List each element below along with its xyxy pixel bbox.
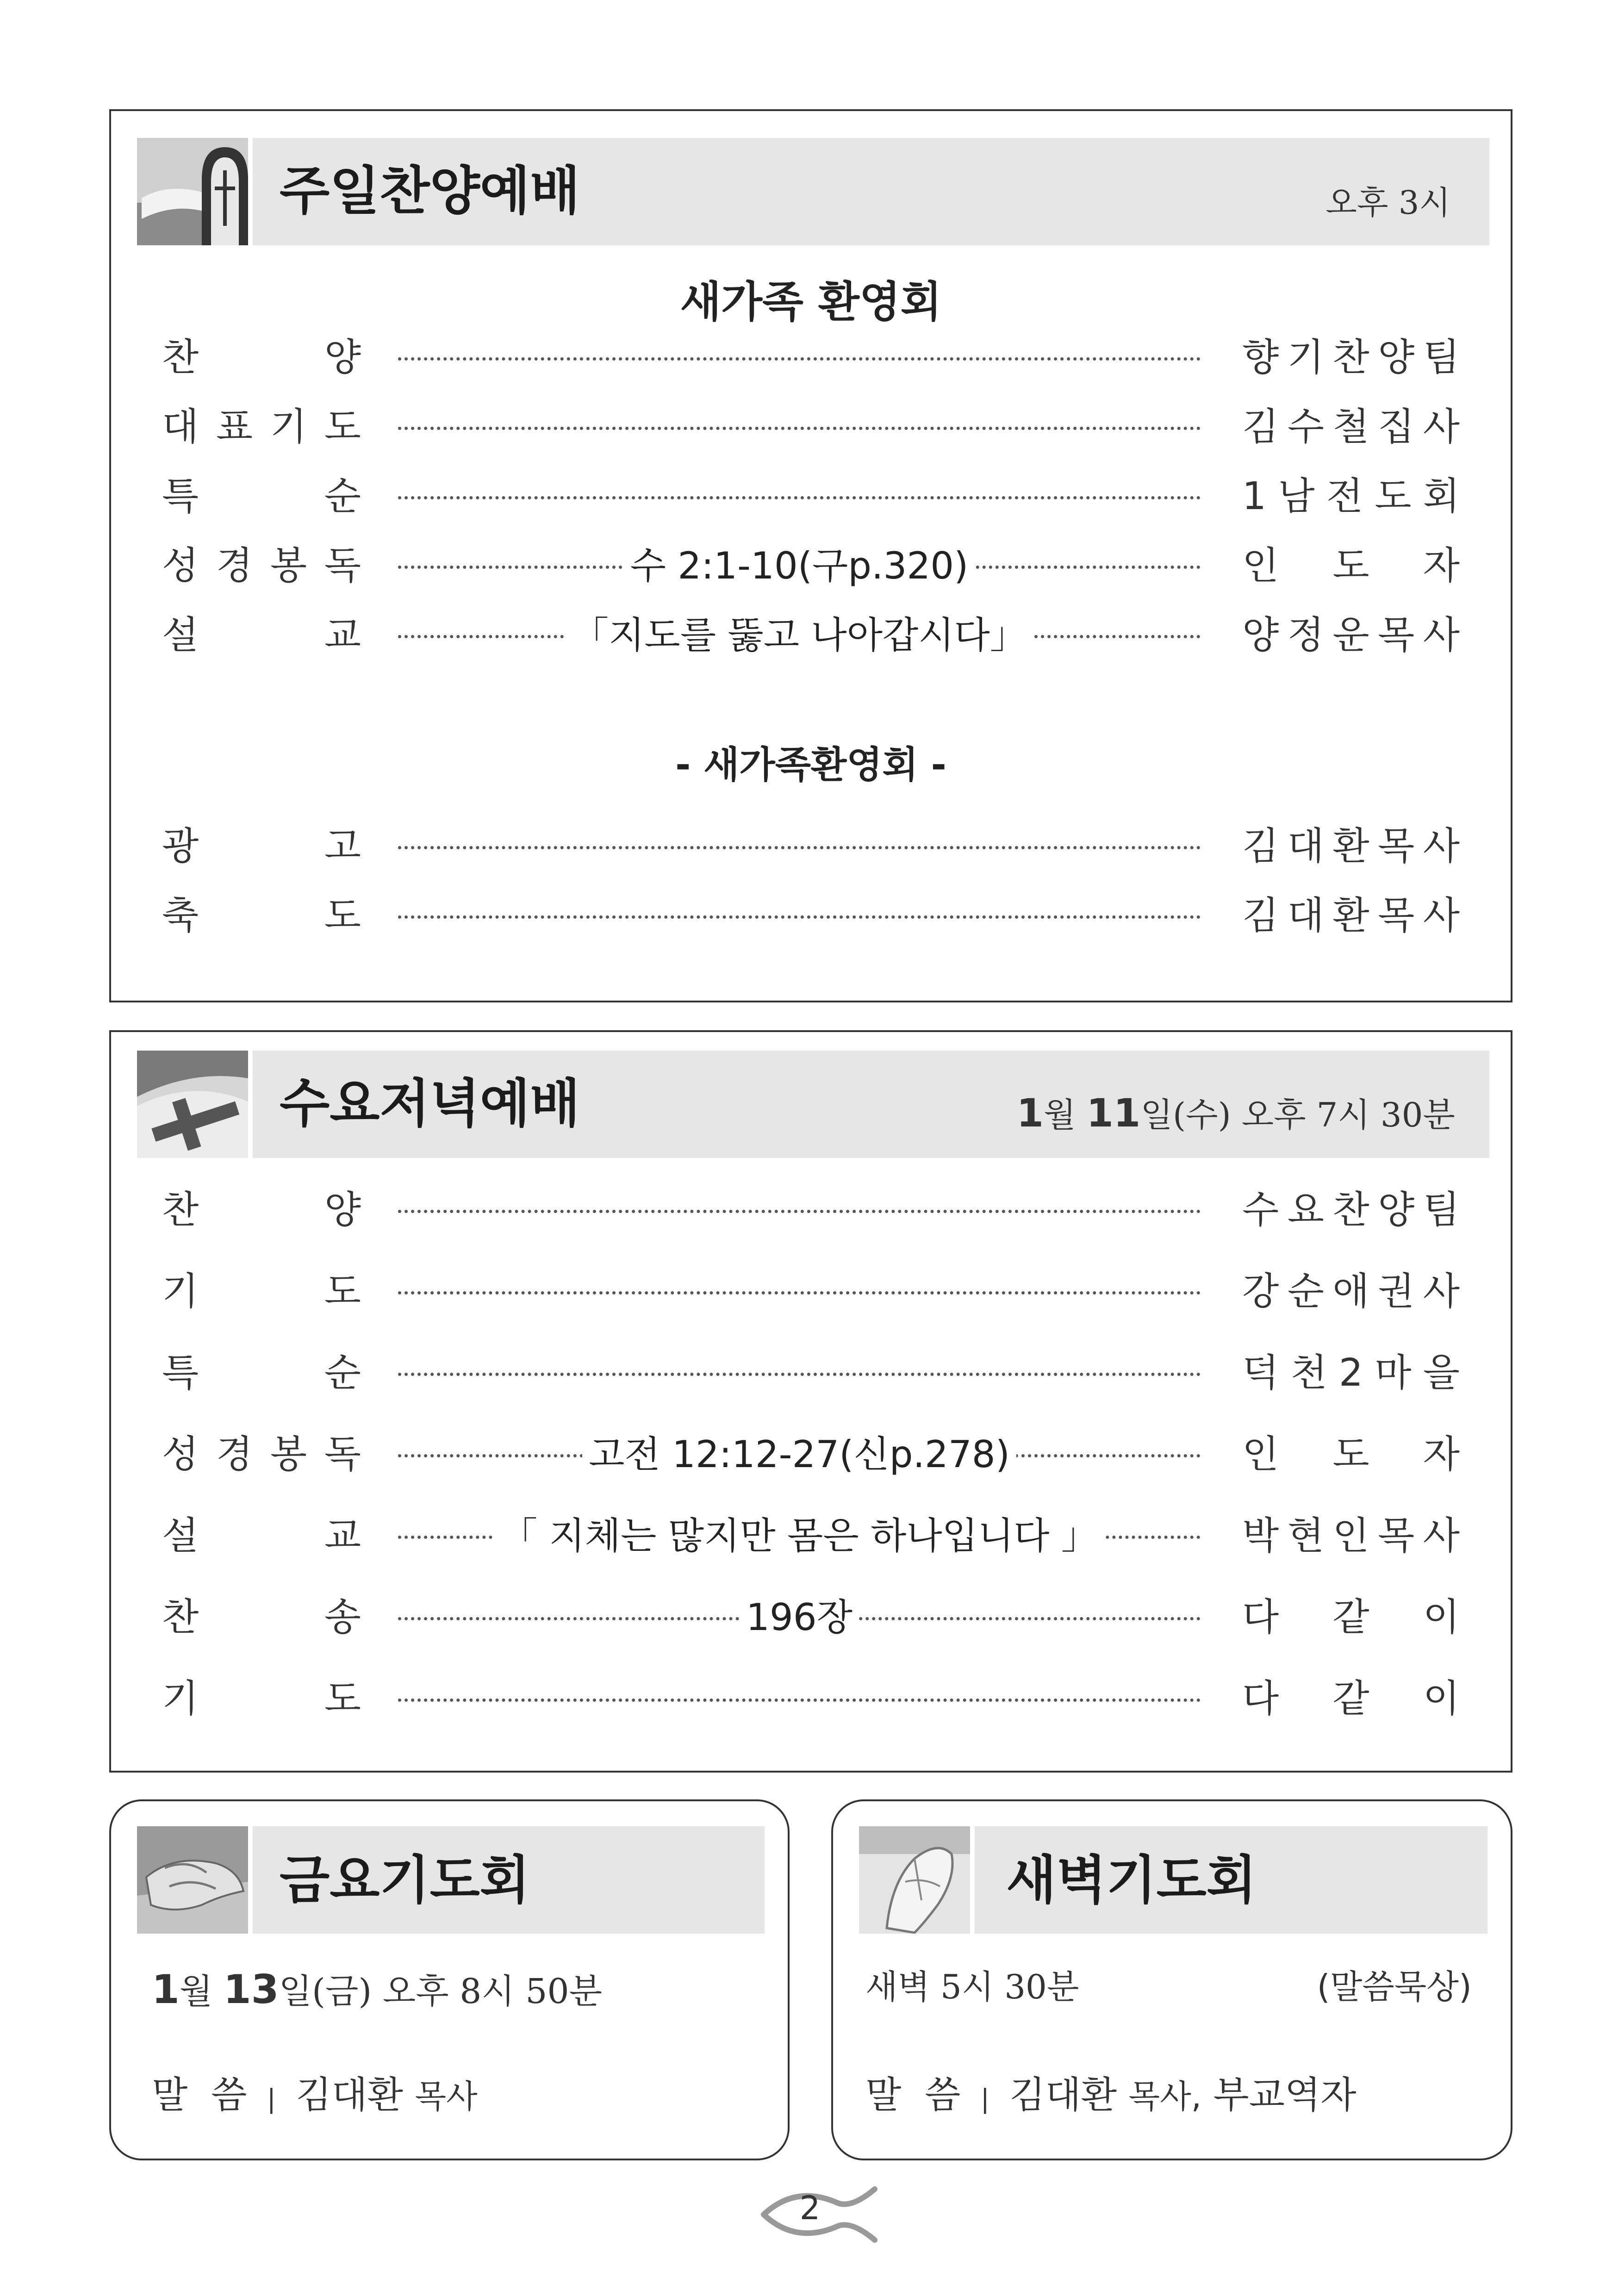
wednesday-row-label bbox=[162, 1674, 361, 1724]
label-char: 교 bbox=[324, 613, 361, 657]
label-char: 양 bbox=[324, 336, 361, 380]
person-char: 사 bbox=[1423, 405, 1460, 449]
dawn-separator: | bbox=[980, 2084, 989, 2114]
sunday-row-person bbox=[1242, 541, 1460, 591]
dawn-note: (말씀묵상) bbox=[1317, 1967, 1472, 2006]
friday-month-unit: 월 bbox=[179, 1972, 213, 2011]
label-char: 교 bbox=[324, 1514, 361, 1558]
friday-speaker-title: 목사 bbox=[415, 2078, 478, 2116]
label-char: 경 bbox=[216, 544, 253, 588]
sunday-time: 오후 3시 bbox=[1326, 184, 1450, 222]
label-char: 봉 bbox=[270, 544, 307, 588]
wednesday-row bbox=[162, 1592, 1460, 1643]
dawn-word-label: 말 씀 bbox=[865, 2073, 961, 2116]
label-char: 순 bbox=[324, 1351, 361, 1395]
person-char: 기 bbox=[1287, 336, 1324, 380]
person-char: 팀 bbox=[1423, 1188, 1460, 1232]
person-char: 인 bbox=[1242, 544, 1279, 588]
dot-leader bbox=[398, 1210, 1201, 1213]
sunday-closing-row-person bbox=[1242, 890, 1460, 941]
label-char: 찬 bbox=[162, 336, 199, 380]
label-char: 기 bbox=[270, 405, 307, 449]
sunday-row bbox=[162, 471, 1460, 522]
person-char: 운 bbox=[1332, 613, 1369, 657]
friday-speaker: 김대환 bbox=[296, 2073, 404, 2116]
sunday-subtitle: 새가족 환영회 bbox=[680, 277, 942, 327]
wednesday-row-detail-wrap bbox=[398, 1429, 1201, 1480]
person-char: 목 bbox=[1378, 824, 1415, 868]
friday-day: 13 bbox=[223, 1966, 279, 2013]
sunday-row bbox=[162, 402, 1460, 453]
wednesday-row bbox=[162, 1348, 1460, 1399]
person-char: 1 bbox=[1242, 474, 1267, 518]
person-char: 인 bbox=[1242, 1432, 1279, 1476]
person-char: 전 bbox=[1326, 474, 1363, 518]
wednesday-title: 수요저녁예배 bbox=[280, 1074, 580, 1134]
person-char: 사 bbox=[1423, 1514, 1460, 1558]
wednesday-row-person bbox=[1242, 1511, 1460, 1562]
person-char: 양 bbox=[1242, 613, 1279, 657]
label-char: 축 bbox=[162, 894, 199, 938]
person-char: 이 bbox=[1423, 1595, 1460, 1639]
person-char: 애 bbox=[1332, 1269, 1369, 1313]
person-char: 사 bbox=[1423, 1269, 1460, 1313]
wednesday-row-person bbox=[1242, 1185, 1460, 1236]
dawn-title: 새벽기도회 bbox=[1006, 1850, 1257, 1910]
wednesday-row-label bbox=[162, 1592, 361, 1643]
person-char: 강 bbox=[1242, 1269, 1279, 1313]
sunday-row-person bbox=[1242, 471, 1460, 522]
friday-time: 오후 8시 50분 bbox=[382, 1972, 603, 2011]
sunday-row-label bbox=[162, 332, 361, 383]
friday-speaker-line bbox=[152, 2070, 478, 2125]
person-char: 팀 bbox=[1423, 336, 1460, 380]
person-char: 도 bbox=[1332, 1432, 1369, 1476]
praying-hands-icon bbox=[137, 1826, 248, 1934]
friday-datetime bbox=[152, 1964, 602, 2017]
wednesday-month: 1 bbox=[1016, 1090, 1044, 1136]
sunday-service-box bbox=[109, 109, 1512, 1002]
dot-leader bbox=[398, 846, 1201, 849]
wednesday-row bbox=[162, 1511, 1460, 1562]
sunday-row-label bbox=[162, 471, 361, 522]
person-char: 같 bbox=[1332, 1595, 1369, 1639]
label-char: 성 bbox=[162, 544, 199, 588]
wednesday-row-detail: 「 지체는 많지만 몸은 하나입니다 」 bbox=[494, 1514, 1105, 1557]
label-char: 특 bbox=[162, 474, 199, 518]
person-char: 철 bbox=[1332, 405, 1369, 449]
dot-leader bbox=[398, 1373, 1201, 1376]
person-char: 사 bbox=[1423, 894, 1460, 938]
person-char: 회 bbox=[1423, 474, 1460, 518]
person-char: 대 bbox=[1287, 894, 1324, 938]
label-char: 도 bbox=[324, 1677, 361, 1721]
wednesday-row-detail-wrap bbox=[398, 1511, 1201, 1562]
person-char: 찬 bbox=[1332, 1188, 1369, 1232]
sunday-row-person bbox=[1242, 332, 1460, 383]
wednesday-row-person bbox=[1242, 1348, 1460, 1399]
person-char: 같 bbox=[1332, 1677, 1369, 1721]
person-char: 2 bbox=[1338, 1351, 1363, 1395]
dawn-time: 새벽 5시 30분 bbox=[865, 1967, 1079, 2006]
dot-leader bbox=[398, 1291, 1201, 1294]
person-char: 목 bbox=[1378, 894, 1415, 938]
label-char: 양 bbox=[324, 1188, 361, 1232]
sunday-closing-row-person bbox=[1242, 821, 1460, 872]
page-number: 2 bbox=[799, 2189, 821, 2227]
person-char: 목 bbox=[1378, 1514, 1415, 1558]
sunday-row-person bbox=[1242, 402, 1460, 453]
sunday-closing-row bbox=[162, 821, 1460, 872]
wednesday-day-unit: 일(수) bbox=[1140, 1095, 1231, 1134]
label-char: 설 bbox=[162, 613, 199, 657]
person-char: 자 bbox=[1423, 544, 1460, 588]
person-char: 환 bbox=[1332, 894, 1369, 938]
person-char: 찬 bbox=[1332, 336, 1369, 380]
person-char: 김 bbox=[1242, 824, 1279, 868]
sunday-row bbox=[162, 541, 1460, 591]
person-char: 수 bbox=[1287, 405, 1324, 449]
sunday-row bbox=[162, 610, 1460, 661]
person-char: 마 bbox=[1375, 1351, 1412, 1395]
wednesday-row bbox=[162, 1429, 1460, 1480]
person-char: 대 bbox=[1287, 824, 1324, 868]
dot-leader bbox=[398, 427, 1201, 430]
sunday-row-detail-wrap bbox=[398, 541, 1201, 591]
wednesday-row-label bbox=[162, 1266, 361, 1317]
sunday-row-detail: 수 2:1-10(구p.320) bbox=[624, 544, 975, 587]
sunday-row bbox=[162, 332, 1460, 383]
wednesday-row-person bbox=[1242, 1266, 1460, 1317]
person-char: 다 bbox=[1242, 1595, 1279, 1639]
label-char: 설 bbox=[162, 1514, 199, 1558]
person-char: 도 bbox=[1375, 474, 1412, 518]
person-char: 향 bbox=[1242, 336, 1279, 380]
label-char: 도 bbox=[324, 1269, 361, 1313]
dawn-speaker-line bbox=[865, 2070, 1357, 2125]
wednesday-row-person bbox=[1242, 1592, 1460, 1643]
label-char: 찬 bbox=[162, 1595, 199, 1639]
label-char: 독 bbox=[324, 544, 361, 588]
dot-leader bbox=[398, 1699, 1201, 1702]
person-char: 김 bbox=[1242, 405, 1279, 449]
wednesday-month-unit: 월 bbox=[1044, 1095, 1076, 1134]
label-char: 찬 bbox=[162, 1188, 199, 1232]
sunday-row-detail-wrap bbox=[398, 610, 1201, 661]
person-char: 자 bbox=[1423, 1432, 1460, 1476]
dawn-speaker: 김대환 bbox=[1009, 2073, 1117, 2116]
wednesday-day: 11 bbox=[1086, 1090, 1141, 1136]
label-char: 표 bbox=[216, 405, 253, 449]
person-char: 도 bbox=[1332, 544, 1369, 588]
dawn-speaker-extra: 부교역자 bbox=[1213, 2073, 1357, 2116]
label-char: 대 bbox=[162, 405, 199, 449]
section-break-title: - 새가족환영회 - bbox=[675, 743, 946, 786]
friday-day-unit: 일(금) bbox=[279, 1972, 372, 2011]
wednesday-row bbox=[162, 1185, 1460, 1236]
wednesday-time: 오후 7시 30분 bbox=[1241, 1095, 1455, 1134]
sunday-closing-row bbox=[162, 890, 1460, 941]
sunday-closing-row-label bbox=[162, 890, 361, 941]
wednesday-row-detail: 196장 bbox=[740, 1596, 859, 1639]
wednesday-row-label bbox=[162, 1348, 361, 1399]
dot-leader bbox=[398, 915, 1201, 919]
person-char: 환 bbox=[1332, 824, 1369, 868]
sunday-row-label bbox=[162, 610, 361, 661]
bible-cross-icon bbox=[137, 1051, 248, 1158]
label-char: 독 bbox=[324, 1432, 361, 1476]
sunday-row-label bbox=[162, 402, 361, 453]
person-char: 수 bbox=[1242, 1188, 1279, 1232]
sunday-row-person bbox=[1242, 610, 1460, 661]
dot-leader bbox=[398, 357, 1201, 361]
person-char: 김 bbox=[1242, 894, 1279, 938]
person-char: 인 bbox=[1332, 1514, 1369, 1558]
sunday-row-label bbox=[162, 541, 361, 591]
person-char: 요 bbox=[1287, 1188, 1324, 1232]
person-char: 목 bbox=[1378, 613, 1415, 657]
wednesday-row-detail-wrap bbox=[398, 1592, 1201, 1643]
label-char: 특 bbox=[162, 1351, 199, 1395]
folded-hands-icon bbox=[859, 1826, 970, 1934]
person-char: 박 bbox=[1242, 1514, 1279, 1558]
label-char: 도 bbox=[324, 894, 361, 938]
label-char: 성 bbox=[162, 1432, 199, 1476]
wednesday-service-box bbox=[109, 1030, 1512, 1773]
wednesday-datetime bbox=[1017, 1090, 1455, 1138]
person-char: 사 bbox=[1423, 824, 1460, 868]
wednesday-row bbox=[162, 1266, 1460, 1317]
wednesday-row-person bbox=[1242, 1429, 1460, 1480]
friday-month: 1 bbox=[152, 1966, 180, 2013]
person-char: 을 bbox=[1423, 1351, 1460, 1395]
person-char: 현 bbox=[1287, 1514, 1324, 1558]
person-char: 다 bbox=[1242, 1677, 1279, 1721]
person-char: 정 bbox=[1287, 613, 1324, 657]
wednesday-row-person bbox=[1242, 1674, 1460, 1724]
church-window-bible-icon bbox=[137, 138, 248, 245]
dawn-speaker-title: 목사, bbox=[1128, 2078, 1201, 2116]
label-char: 기 bbox=[162, 1269, 199, 1313]
wednesday-row-label bbox=[162, 1185, 361, 1236]
person-char: 천 bbox=[1290, 1351, 1327, 1395]
label-char: 광 bbox=[162, 824, 199, 868]
sunday-title: 주일찬양예배 bbox=[280, 161, 580, 221]
wednesday-row-label bbox=[162, 1429, 361, 1480]
wednesday-row bbox=[162, 1674, 1460, 1724]
person-char: 권 bbox=[1378, 1269, 1415, 1313]
person-char: 사 bbox=[1423, 613, 1460, 657]
person-char: 양 bbox=[1378, 1188, 1415, 1232]
dawn-prayer-box bbox=[831, 1799, 1512, 2160]
sunday-row-detail: 「지도를 뚫고 나아갑시다」 bbox=[565, 614, 1033, 657]
label-char: 기 bbox=[162, 1677, 199, 1721]
wednesday-row-detail: 고전 12:12-27(신p.278) bbox=[582, 1433, 1016, 1476]
person-char: 덕 bbox=[1242, 1351, 1279, 1395]
person-char: 양 bbox=[1378, 336, 1415, 380]
friday-separator: | bbox=[267, 2084, 276, 2114]
label-char: 고 bbox=[324, 824, 361, 868]
label-char: 도 bbox=[324, 405, 361, 449]
wednesday-row-label bbox=[162, 1511, 361, 1562]
person-char: 집 bbox=[1378, 405, 1415, 449]
label-char: 순 bbox=[324, 474, 361, 518]
person-char: 남 bbox=[1278, 474, 1315, 518]
label-char: 송 bbox=[324, 1595, 361, 1639]
friday-word-label: 말 씀 bbox=[152, 2073, 247, 2116]
person-char: 이 bbox=[1423, 1677, 1460, 1721]
label-char: 봉 bbox=[270, 1432, 307, 1476]
friday-prayer-box bbox=[109, 1799, 790, 2160]
sunday-closing-row-label bbox=[162, 821, 361, 872]
label-char: 경 bbox=[216, 1432, 253, 1476]
friday-title: 금요기도회 bbox=[280, 1850, 530, 1910]
dot-leader bbox=[398, 496, 1201, 499]
person-char: 순 bbox=[1287, 1269, 1324, 1313]
